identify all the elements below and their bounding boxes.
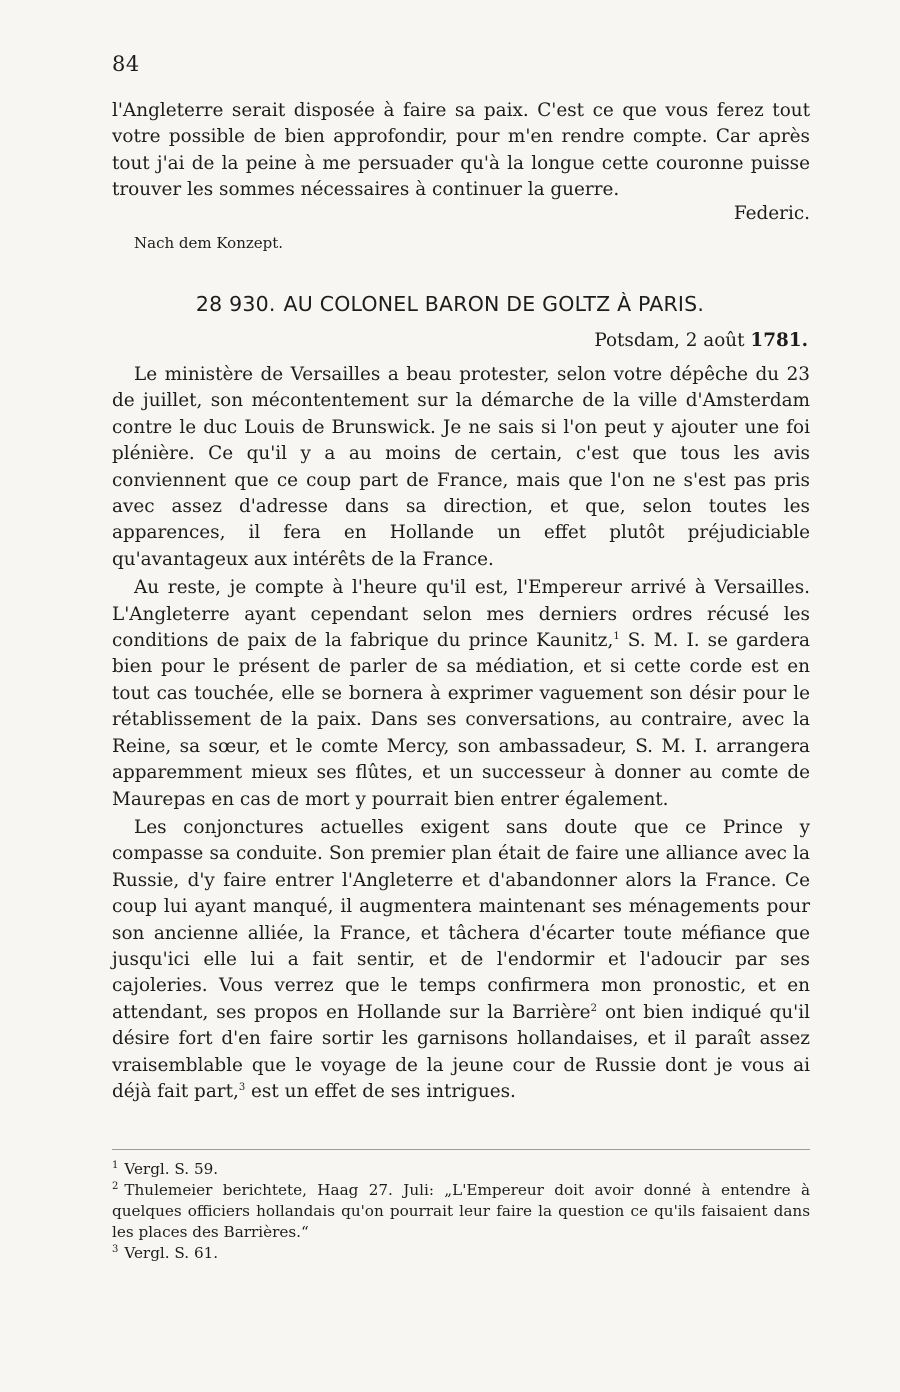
footnote-text: Vergl. S. 59.: [124, 1160, 219, 1178]
paragraph-3: [112, 815, 810, 1105]
letter-title: AU COLONEL BARON DE GOLTZ À PARIS.: [283, 292, 705, 316]
footnote-text: Thulemeier berichtete, Haag 27. Juli: „L'Empereur doit avoir donné à entendre à quelques officiers hollandais qu'on pourrait leur faire la question ce qu'ils faisaient dans les places des Barrières.“: [112, 1181, 810, 1241]
footnote-ref-3: 3: [238, 1081, 246, 1093]
footnote-2: [112, 1180, 810, 1243]
continuation-text: l'Angleterre serait disposée à faire sa paix. C'est ce que vous ferez tout votre possible de bien approfondir, pour m'en rendre compte. Car après tout j'ai de la peine à me persuader qu'à la longue cette couronne puisse trouver les sommes nécessaires à continuer la guerre.: [112, 100, 810, 201]
footnote-3: [112, 1243, 810, 1264]
letter-number: 28 930.: [195, 292, 276, 316]
footnote-ref-2: 2: [590, 1002, 597, 1014]
footnote-ref-1: 1: [613, 630, 620, 642]
dateline: [594, 330, 808, 351]
footnotes: [112, 1159, 810, 1264]
footnote-mark: 1: [112, 1159, 119, 1171]
paragraph-2: [112, 575, 810, 813]
paragraph-3-text-c: est un effet de ses intrigues.: [245, 1080, 516, 1102]
footnote-1: [112, 1159, 810, 1180]
letter-heading: [0, 292, 900, 316]
year: 1781.: [750, 330, 808, 351]
paragraph-2-text-b: S. M. I. se gardera bien pour le présent de parler de sa médiation, et si cette corde est en tout cas touchée, elle se bornera à exprimer vaguement son désir pour le rétablissement de la paix. Dans ses conversations, au contraire, avec la Reine, sa sœur, et le comte Mercy, son ambassadeur, S. M. I. arrangera apparemment mieux ses flûtes, et un successeur à donner au comte de Maurepas en cas de mort y pourrait bien entrer également.: [112, 630, 810, 810]
paragraph-3-text-a: Les conjonctures actuelles exigent sans doute que ce Prince y compasse sa conduite. Son premier plan était de faire une alliance avec la Russie, d'y faire entrer l'Angleterre et d'abandonner alors la France. Ce coup lui ayant manqué, il augmentera maintenant ses ménagements pour son ancienne alliée, la France, et tâchera d'écarter toute méfiance que jusqu'ici elle lui a fait sentir, et de l'endormir et l'adoucir par ses cajoleries. Vous verrez que le temps confirmera mon pronostic, et en attendant, ses propos en Hollande sur la Barrière: [112, 816, 810, 1023]
paragraph-2-text-a: Au reste, je compte à l'heure qu'il est, l'Empereur arrivé à Versailles. L'Angleterre ayant cependant selon mes derniers ordres récusé les conditions de paix de la fabrique du prince Kaunitz,: [112, 577, 810, 652]
continuation-paragraph: [112, 98, 810, 204]
paragraph-1: Le ministère de Versailles a beau protester, selon votre dépêche du 23 de juillet, son mécontentement sur la démarche de la ville d'Amsterdam contre le duc Louis de Brunswick. Je ne sais si l'on peut y ajouter une foi plénière. Ce qu'il y a au moins de certain, c'est que tous les avis conviennent que ce coup part de France, mais que l'on ne s'est pas pris avec assez d'adresse dans sa direction, et que, selon toutes les apparences, il fera en Hollande un effet plutôt préjudiciable qu'avantageux aux intérêts de la France.: [112, 364, 810, 570]
page-number: 84: [112, 52, 140, 76]
footnote-text: Vergl. S. 61.: [124, 1244, 219, 1262]
footnote-mark: 2: [112, 1180, 119, 1192]
footnote-divider: [112, 1149, 810, 1150]
footnote-mark: 3: [112, 1243, 119, 1255]
place-date: Potsdam, 2 août: [594, 330, 745, 351]
letter-body: [112, 362, 810, 1107]
source-note: Nach dem Konzept.: [134, 234, 284, 252]
paragraph-3-text-b: ont bien indiqué qu'il désire fort d'en faire sortir les garnisons hollandaises, et il paraît assez vraisemblable que le voyage de la jeune cour de Russie dont je vous ai déjà fait part,: [112, 1001, 810, 1102]
signature: Federic.: [733, 203, 810, 224]
